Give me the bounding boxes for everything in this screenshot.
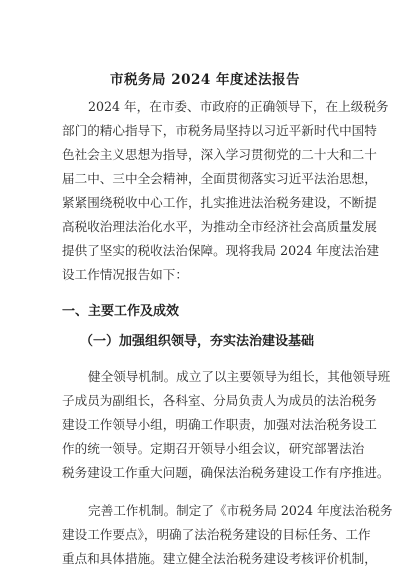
section-heading: 一、主要工作及成效 — [62, 304, 180, 319]
intro-line: 色社会主义思想为指导，深入学习贯彻党的二十大和二十 — [62, 147, 377, 162]
paragraph-line: 建设工作领导小组，明确工作职责，加强对法治税务设工 — [62, 417, 377, 432]
paragraph-line: 完善工作机制。制定了《市税务局 2024 年度法治税务 — [88, 503, 393, 518]
intro-line: 设工作情况报告如下： — [62, 267, 188, 282]
paragraph-line: 健全领导机制。成立了以主要领导为组长，其他领导班 — [88, 369, 391, 384]
intro-line: 提供了坚实的税收法治保障。现将我局 2024 年度法治建 — [62, 243, 380, 258]
intro-line: 紧紧围绕税收中心工作，扎实推进法治税务建设，不断提 — [62, 195, 377, 210]
paragraph-line: 子成员为副组长，各科室、分局负责人为成员的法治税务 — [62, 393, 377, 408]
document-title: 市税务局 2024 年度述法报告 — [110, 72, 300, 88]
intro-line: 高税收治理法治化水平，为推动全市经济社会高质量发展 — [62, 219, 377, 234]
intro-line: 2024 年，在市委、市政府的正确领导下，在上级税务 — [88, 99, 389, 114]
intro-line: 部门的精心指导下，市税务局坚持以习近平新时代中国特 — [62, 123, 377, 138]
intro-line: 届二中、三中全会精神，全面贯彻落实习近平法治思想， — [62, 171, 377, 186]
paragraph-line: 作的统一领导。定期召开领导小组会议，研究部署法治 — [62, 441, 365, 456]
paragraph-line: 建设工作要点》，明确了法治税务建设的目标任务、工作 — [62, 527, 371, 542]
subsection-heading: （一）加强组织领导，夯实法治建设基础 — [80, 334, 315, 349]
paragraph-line: 重点和具体措施。建立健全法治税务建设考核评价机制， — [62, 551, 377, 566]
paragraph-line: 税务建设工作重大问题，确保法治税务建设工作有序推进。 — [62, 465, 390, 480]
